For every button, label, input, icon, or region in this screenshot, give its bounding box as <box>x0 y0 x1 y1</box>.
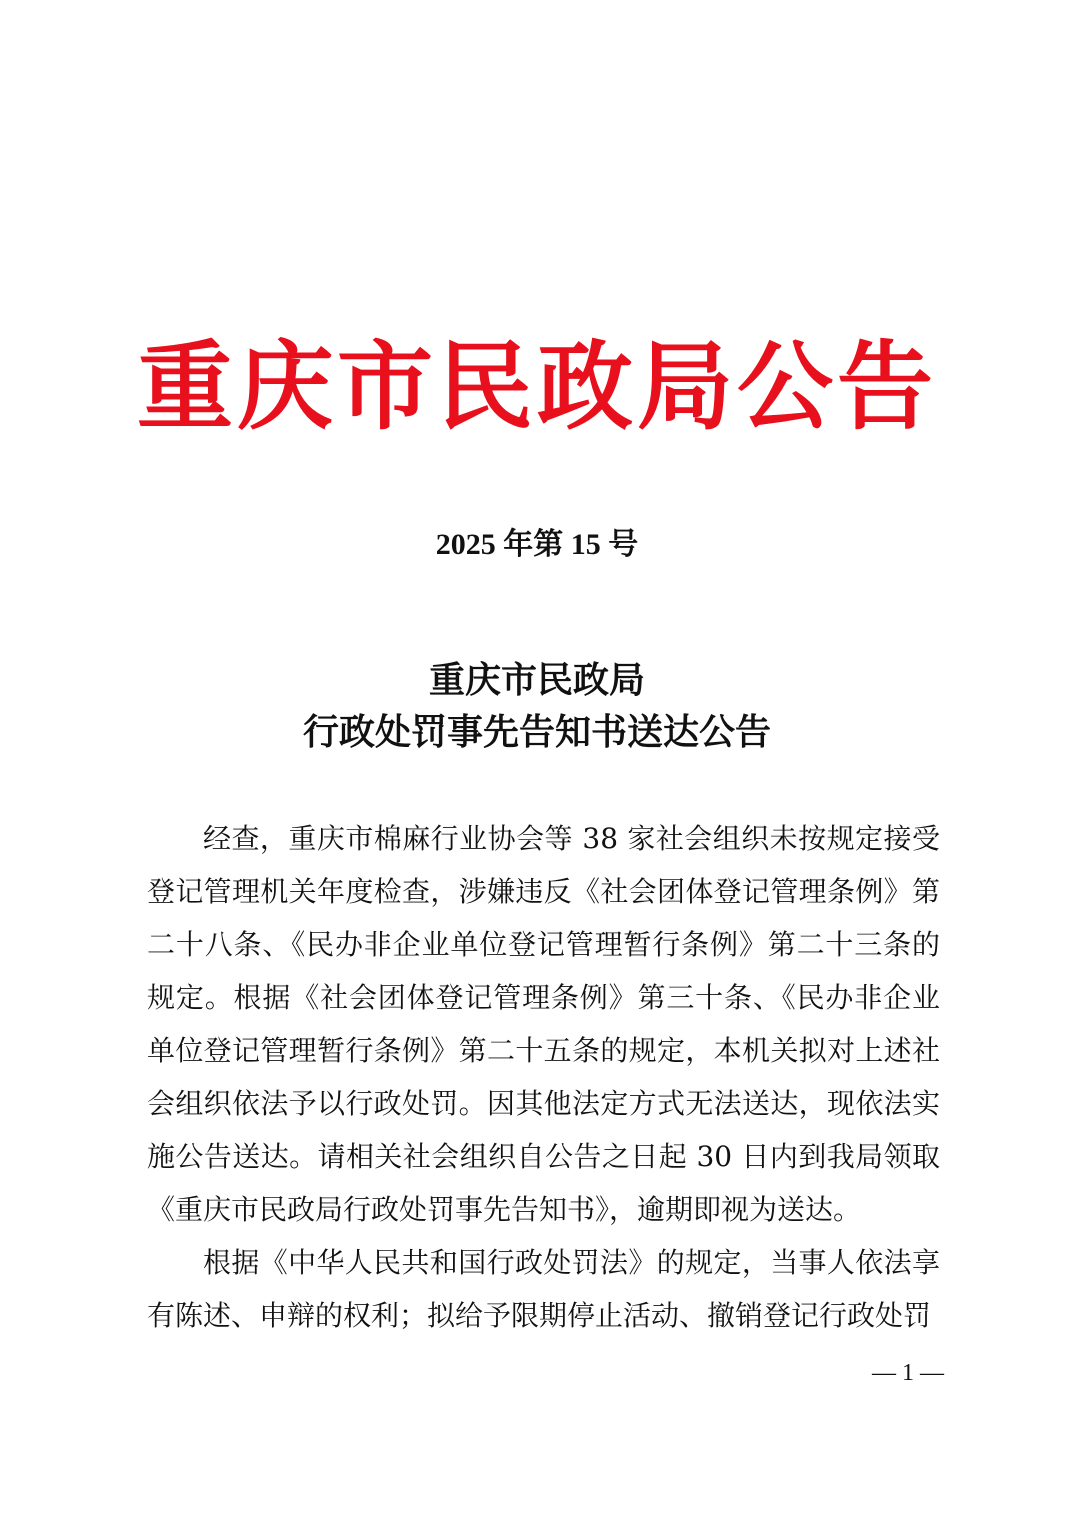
body-paragraph-2: 根据《中华人民共和国行政处罚法》的规定，当事人依法享有陈述、申辩的权利；拟给予限期停止活动、撤销登记行政处罚 <box>147 1246 940 1332</box>
body-paragraph-1: 经查，重庆市棉麻行业协会等 38 家社会组织未按规定接受登记管理机关年度检查，涉嫌违反《社会团体登记管理条例》第二十八条、《民办非企业单位登记管理暂行条例》第二十三条的规定。根据《社会团体登记管理条例》第三十条、《民办非企业单位登记管理暂行条例》第二十五条的规定，本机关拟对上述社会组织依法予以行政处罚。因其他法定方式无法送达，现依法实施公告送达。请相关社会组织自公告之日起 30 日内到我局领取《重庆市民政局行政处罚事先告知书》，逾期即视为送达。 <box>147 822 940 1226</box>
notice-title-line-2: 行政处罚事先告知书送达公告 <box>302 711 771 753</box>
notice-title <box>0 654 1074 758</box>
masthead-title: 重庆市民政局公告 <box>137 330 937 443</box>
body-text <box>147 812 940 1342</box>
notice-title-line-1: 重庆市民政局 <box>428 659 645 701</box>
page-number: — 1 — <box>872 1360 944 1386</box>
document-number: 2025 年第 15 号 <box>435 528 639 561</box>
